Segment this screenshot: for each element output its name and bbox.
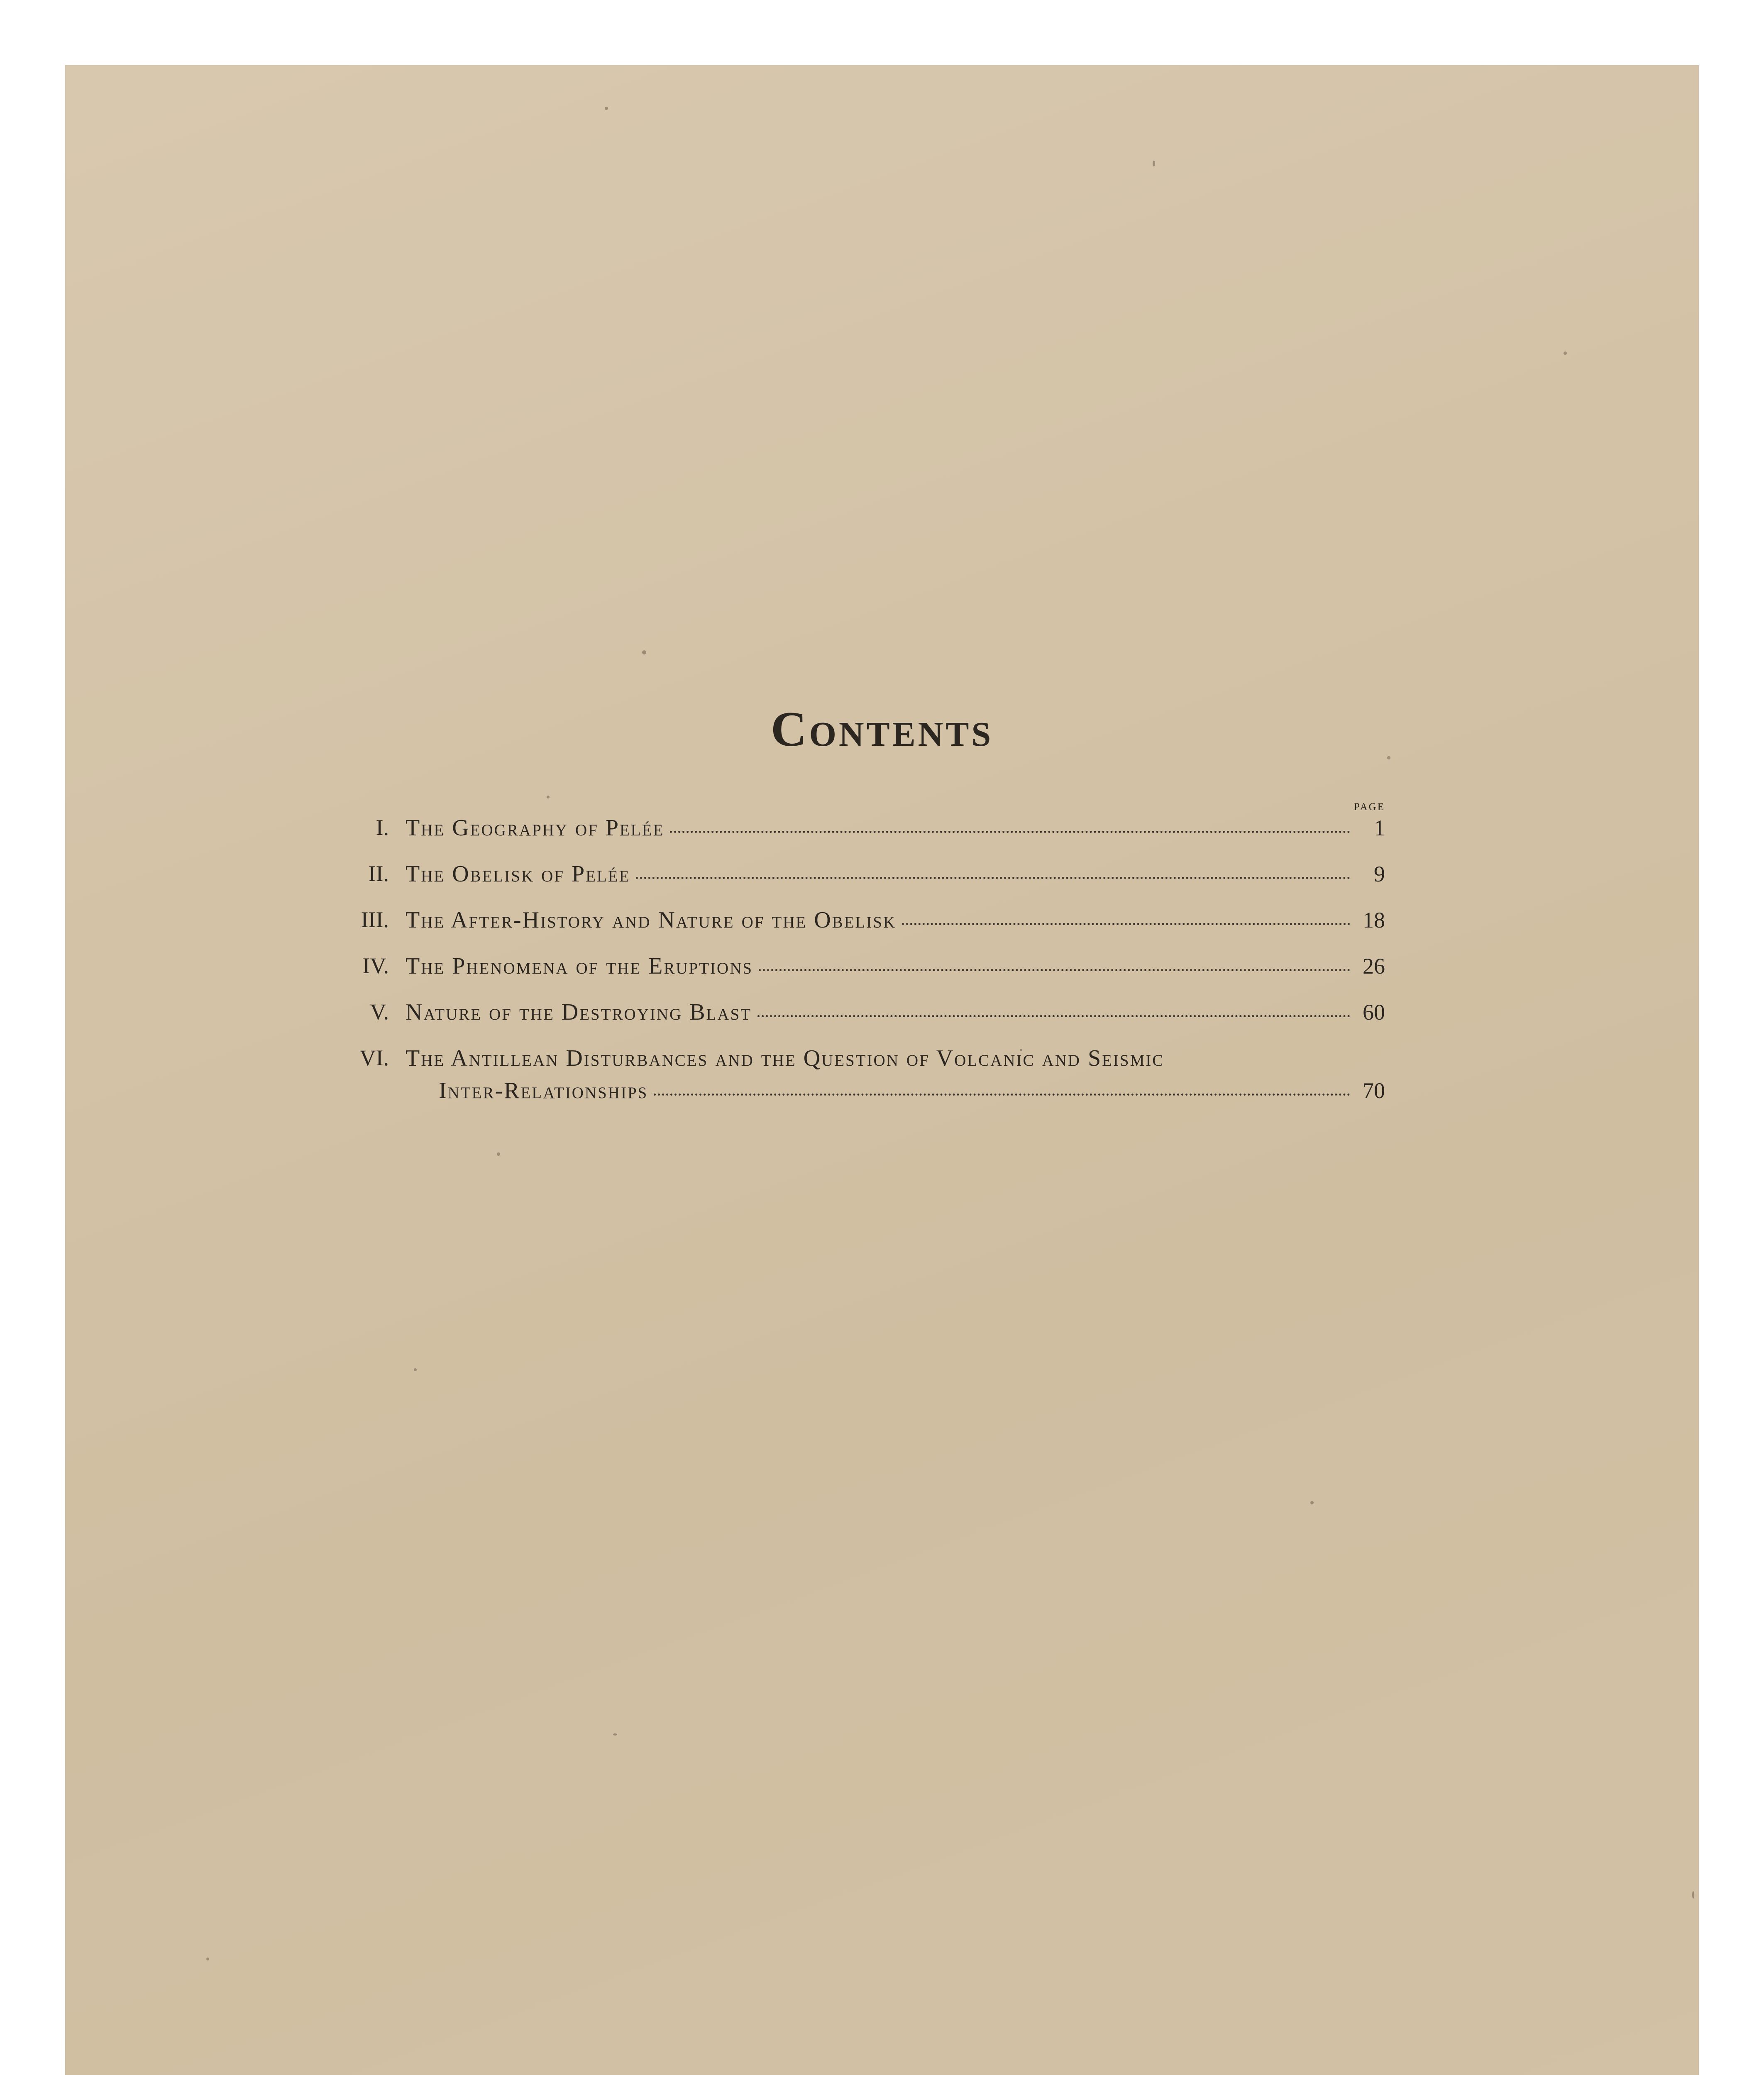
dot-leader <box>636 877 1350 879</box>
scanned-page <box>65 65 1699 2075</box>
toc-entry <box>314 908 1385 937</box>
scan-speck <box>642 650 646 654</box>
chapter-numeral: IV. <box>362 953 389 978</box>
chapter-page-number: 9 <box>1374 862 1385 886</box>
chapter-numeral: II. <box>368 861 389 886</box>
toc-entry <box>314 954 1385 984</box>
chapter-numeral: I. <box>376 815 389 840</box>
scan-speck <box>1153 161 1155 166</box>
page-column-label: page <box>1354 797 1385 813</box>
scan-speck <box>414 1368 417 1371</box>
contents-heading: Contents <box>770 701 994 757</box>
chapter-title: The Phenomena of the Eruptions <box>406 953 753 979</box>
toc-entry <box>314 1047 1385 1113</box>
chapter-numeral: III. <box>361 907 389 932</box>
toc-entry <box>314 1001 1385 1030</box>
toc-entry <box>314 862 1385 891</box>
scan-speck <box>1564 352 1567 355</box>
dot-leader <box>759 969 1350 971</box>
chapter-page-number: 60 <box>1363 1000 1385 1025</box>
chapter-title-line1: The Antillean Disturbances and the Question of Volcanic and Seismic <box>406 1045 1165 1071</box>
chapter-numeral: VI. <box>359 1045 389 1070</box>
chapter-title-line2: Inter-Relationships <box>439 1078 648 1103</box>
chapter-title: The Geography of Pelée <box>406 815 665 841</box>
scan-speck <box>1692 1891 1694 1899</box>
scan-speck <box>206 1958 209 1960</box>
toc-entry <box>314 816 1385 845</box>
dot-leader <box>902 923 1350 925</box>
scan-speck <box>547 796 550 798</box>
dot-leader <box>654 1094 1350 1096</box>
scan-speck <box>605 107 608 110</box>
scan-speck <box>1387 756 1390 759</box>
chapter-title: The After-History and Nature of the Obelisk <box>406 907 897 933</box>
chapter-title: The Obelisk of Pelée <box>406 861 630 887</box>
scan-speck <box>613 1733 617 1736</box>
chapter-page-number: 70 <box>1363 1078 1385 1103</box>
dot-leader <box>670 831 1350 833</box>
scan-speck <box>497 1152 500 1156</box>
dot-leader <box>757 1015 1350 1017</box>
chapter-page-number: 18 <box>1363 908 1385 933</box>
scan-speck <box>1310 1501 1314 1504</box>
chapter-page-number: 26 <box>1363 954 1385 979</box>
chapter-page-number: 1 <box>1374 815 1385 840</box>
chapter-numeral: V. <box>370 999 389 1024</box>
chapter-title: Nature of the Destroying Blast <box>406 999 752 1025</box>
